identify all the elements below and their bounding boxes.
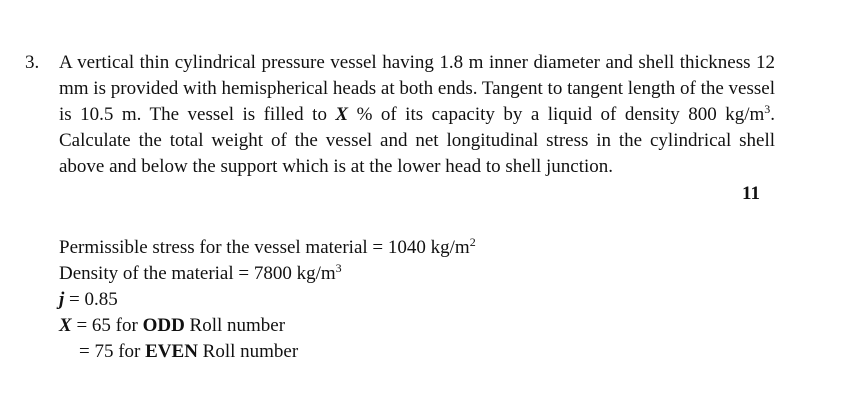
question-text-part3: . Calculate the total weight of the vessel and net longitudinal stress in the cylindrical shell above and below the support which is at the lower head to shell junction.	[59, 104, 775, 177]
x-even-line	[59, 339, 476, 365]
permissible-stress-line	[59, 235, 476, 261]
material-density-line	[59, 261, 476, 287]
j-symbol: j	[59, 289, 65, 310]
odd-label: ODD	[142, 315, 185, 336]
even-suffix: Roll number	[197, 341, 299, 362]
stress-exponent: 2	[469, 235, 476, 249]
question-text	[59, 50, 775, 180]
density-exponent: 3	[764, 102, 771, 116]
question-text-part1: A vertical thin cylindrical pressure vessel having 1.8 m inner diameter and shell thickness 12 mm is provided with hemispherical heads at both ends. Tangent to tangent length of the vessel is 10.5 m. The vessel is filled to	[59, 52, 775, 125]
j-value: = 0.85	[64, 289, 118, 310]
x-odd-prefix: = 65 for	[71, 315, 143, 336]
x-symbol: X	[59, 315, 72, 336]
x-odd-line	[59, 313, 476, 339]
joint-efficiency-line	[59, 287, 476, 313]
variable-x: X	[335, 104, 349, 125]
x-even-prefix: = 75 for	[79, 341, 146, 362]
marks: 11	[742, 183, 760, 204]
permissible-stress-text: Permissible stress for the vessel material = 1040 kg/m	[59, 237, 470, 258]
even-label: EVEN	[145, 341, 198, 362]
question-number: 3.	[25, 52, 40, 73]
odd-suffix: Roll number	[184, 315, 286, 336]
question-text-part2: % of its capacity by a liquid of density 800 kg/m	[348, 104, 765, 125]
material-density-text: Density of the material = 7800 kg/m	[59, 263, 336, 284]
given-data	[59, 235, 476, 365]
material-density-exponent: 3	[335, 261, 342, 275]
